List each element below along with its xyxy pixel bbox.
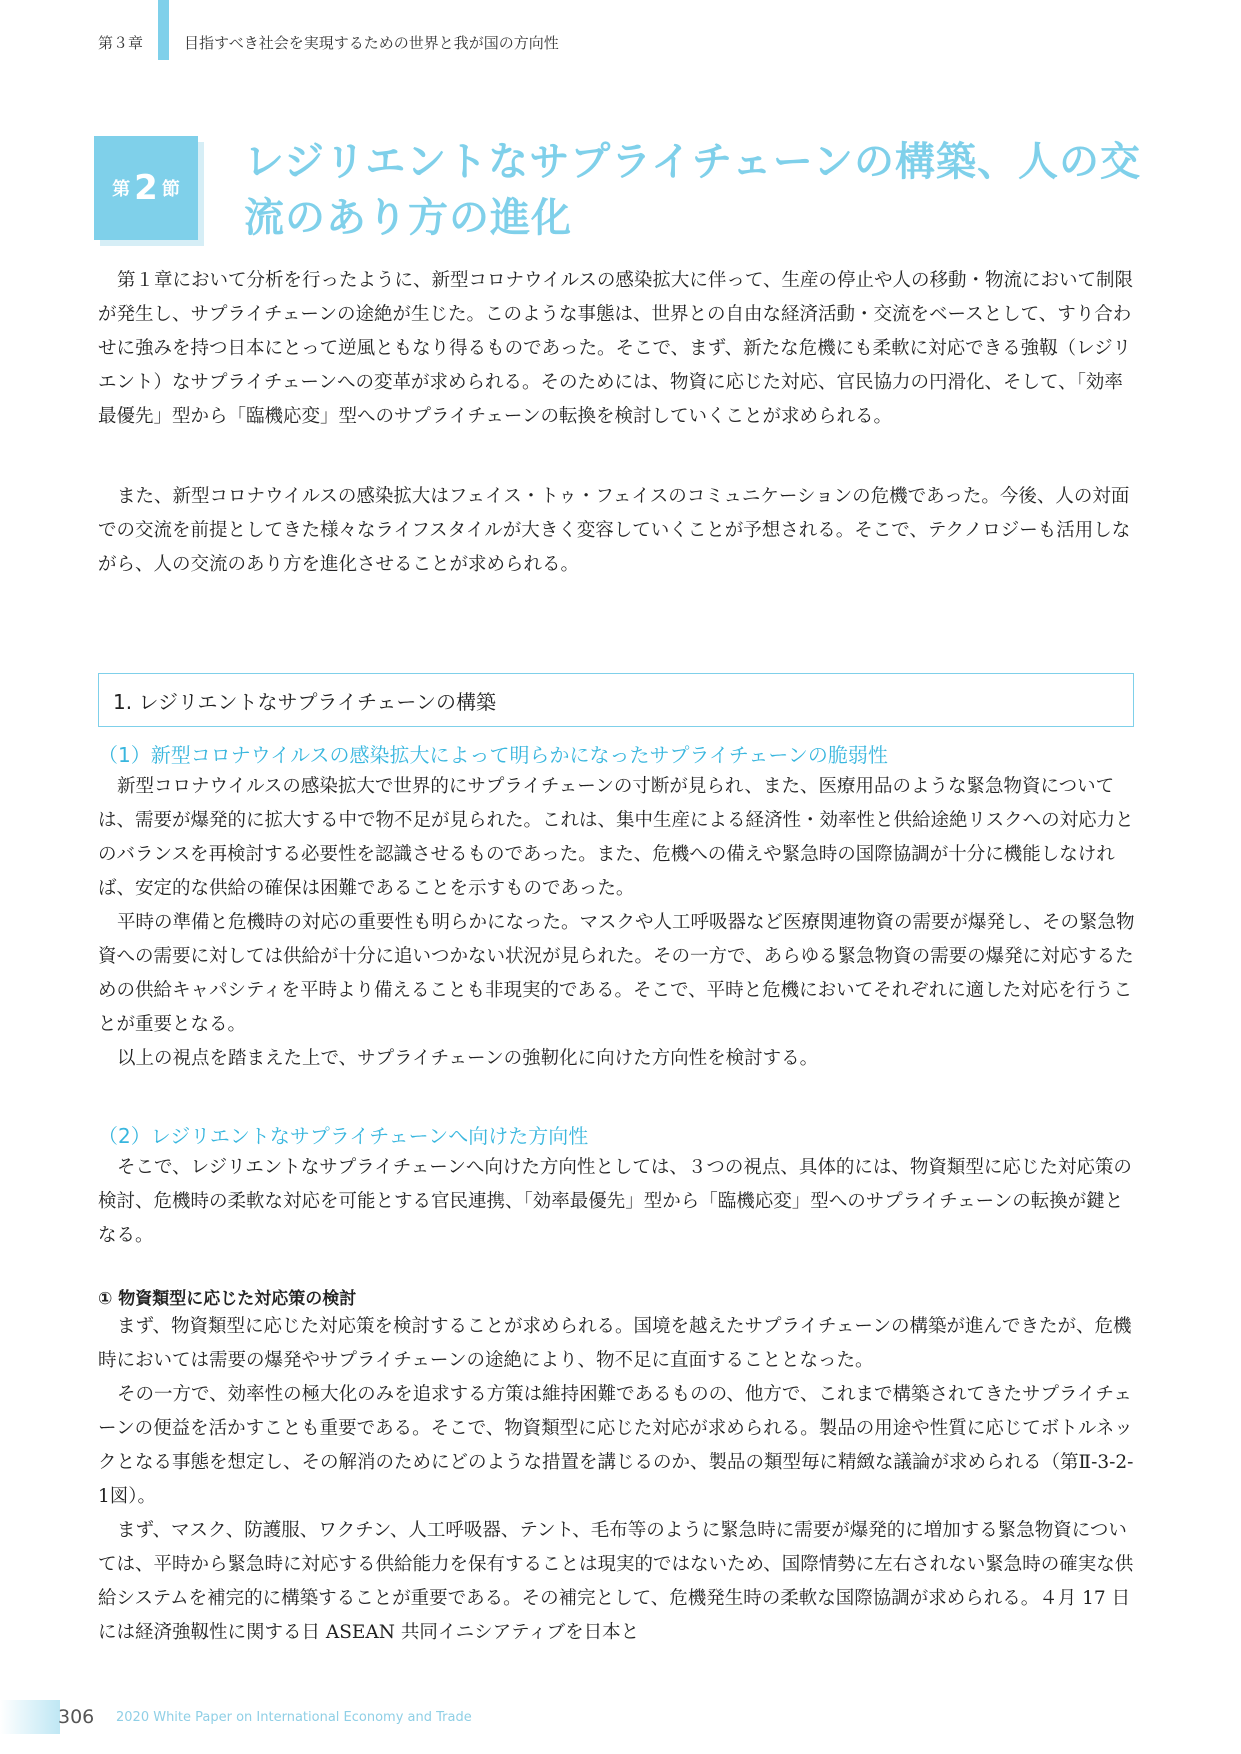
body-paragraph: 以上の視点を踏まえた上で、サプライチェーンの強靭化に向けた方向性を検討する。 bbox=[117, 1048, 819, 1069]
body-paragraph: そこで、レジリエントなサプライチェーンへ向けた方向性としては、３つの視点、具体的には、物資類型に応じた対応策の検討、危機時の柔軟な対応を可能とする官民連携、「効率最優先」型から「臨機応変」型へのサプライチェーンの転換が鍵となる。 bbox=[98, 1157, 1132, 1246]
chapter-label: 第３章 bbox=[98, 34, 144, 52]
section-badge-prefix: 第 bbox=[112, 179, 131, 200]
body-paragraph: その一方で、効率性の極大化のみを追求する方策は維持困難であるものの、他方で、これまで構築されてきたサプライチェーンの便益を活かすことも重要である。そこで、物資類型に応じた対応が求められる。製品の用途や性質に応じてボトルネックとなる事態を想定し、その解消のためにどのような措置を講じるのか、製品の類型毎に精緻な議論が求められる（第Ⅱ-3-2-1図）。 bbox=[98, 1384, 1134, 1507]
body-paragraph: まず、マスク、防護服、ワクチン、人工呼吸器、テント、毛布等のように緊急時に需要が爆発的に増加する緊急物資については、平時から緊急時に対応する供給能力を保有することは現実的ではないため、国際情勢に左右されない緊急時の確実な供給システムを補完的に構築することが重要である。その補完として、危機発生時の柔軟な国際協調が求められる。４月 17 日には経済強靱性に関する日 ASEAN 共同イニシアティブを日本と bbox=[98, 1520, 1134, 1643]
subsubsection-1-heading: ① 物資類型に応じた対応策の検討 bbox=[98, 1289, 357, 1309]
body-paragraph: 平時の準備と危機時の対応の重要性も明らかになった。マスクや人工呼吸器など医療関連物資の需要が爆発し、その緊急物資への需要に対しては供給が十分に追いつかない状況が見られた。その一方で、あらゆる緊急物資の需要の爆発に対応するための供給キャパシティを平時より備えることも非現実的である。そこで、平時と危機においてそれぞれに適した対応を行うことが重要となる。 bbox=[98, 912, 1135, 1035]
intro-paragraph: また、新型コロナウイルスの感染拡大はフェイス・トゥ・フェイスのコミュニケーションの危機であった。今後、人の対面での交流を前提としてきた様々なライフスタイルが大きく変容していくことが予想される。そこで、テクノロジーも活用しながら、人の交流のあり方を進化させることが求められる。 bbox=[98, 486, 1131, 575]
chapter-title: 目指すべき社会を実現するための世界と我が国の方向性 bbox=[184, 34, 559, 52]
subsection-1-heading: （1）新型コロナウイルスの感染拡大によって明らかになったサプライチェーンの脆弱性 bbox=[98, 743, 888, 767]
section-badge-suffix: 節 bbox=[161, 179, 180, 200]
body-paragraph: 新型コロナウイルスの感染拡大で世界的にサプライチェーンの寸断が見られ、また、医療用品のような緊急物資については、需要が爆発的に拡大する中で物不足が見られた。これは、集中生産による経済性・効率性と供給途絶リスクへの対応力とのバランスを再検討する必要性を認識させるものであった。また、危機への備えや緊急時の国際協調が十分に機能しなければ、安定的な供給の確保は困難であることを示すものであった。 bbox=[98, 776, 1134, 899]
intro-paragraph: 第１章において分析を行ったように、新型コロナウイルスの感染拡大に伴って、生産の停止や人の移動・物流において制限が発生し、サプライチェーンの途絶が生じた。このような事態は、世界との自由な経済活動・交流をベースとして、すり合わせに強みを持つ日本にとって逆風ともなり得るものであった。そこで、まず、新たな危機にも柔軟に対応できる強靱（レジリエント）なサプライチェーンへの変革が求められる。そのためには、物資に応じた対応、官民協力の円滑化、そして、「効率最優先」型から「臨機応変」型へのサプライチェーンの転換を検討していくことが求められる。 bbox=[98, 270, 1134, 427]
section-title: レジリエントなサプライチェーンの構築、人の交流のあり方の進化 bbox=[244, 139, 1141, 241]
footer-accent bbox=[0, 1700, 60, 1734]
section-badge-number: 2 bbox=[134, 168, 158, 208]
header-accent-bar bbox=[158, 0, 169, 60]
section-badge bbox=[94, 136, 198, 240]
publication-title: 2020 White Paper on International Economy and Trade bbox=[116, 1710, 472, 1725]
heading-1: 1. レジリエントなサプライチェーンの構築 bbox=[98, 673, 1134, 727]
page-number: 306 bbox=[58, 1706, 95, 1728]
subsection-2-heading: （2）レジリエントなサプライチェーンへ向けた方向性 bbox=[98, 1124, 589, 1148]
body-paragraph: まず、物資類型に応じた対応策を検討することが求められる。国境を越えたサプライチェーンの構築が進んできたが、危機時においては需要の爆発やサプライチェーンの途絶により、物不足に直面することとなった。 bbox=[98, 1316, 1132, 1371]
